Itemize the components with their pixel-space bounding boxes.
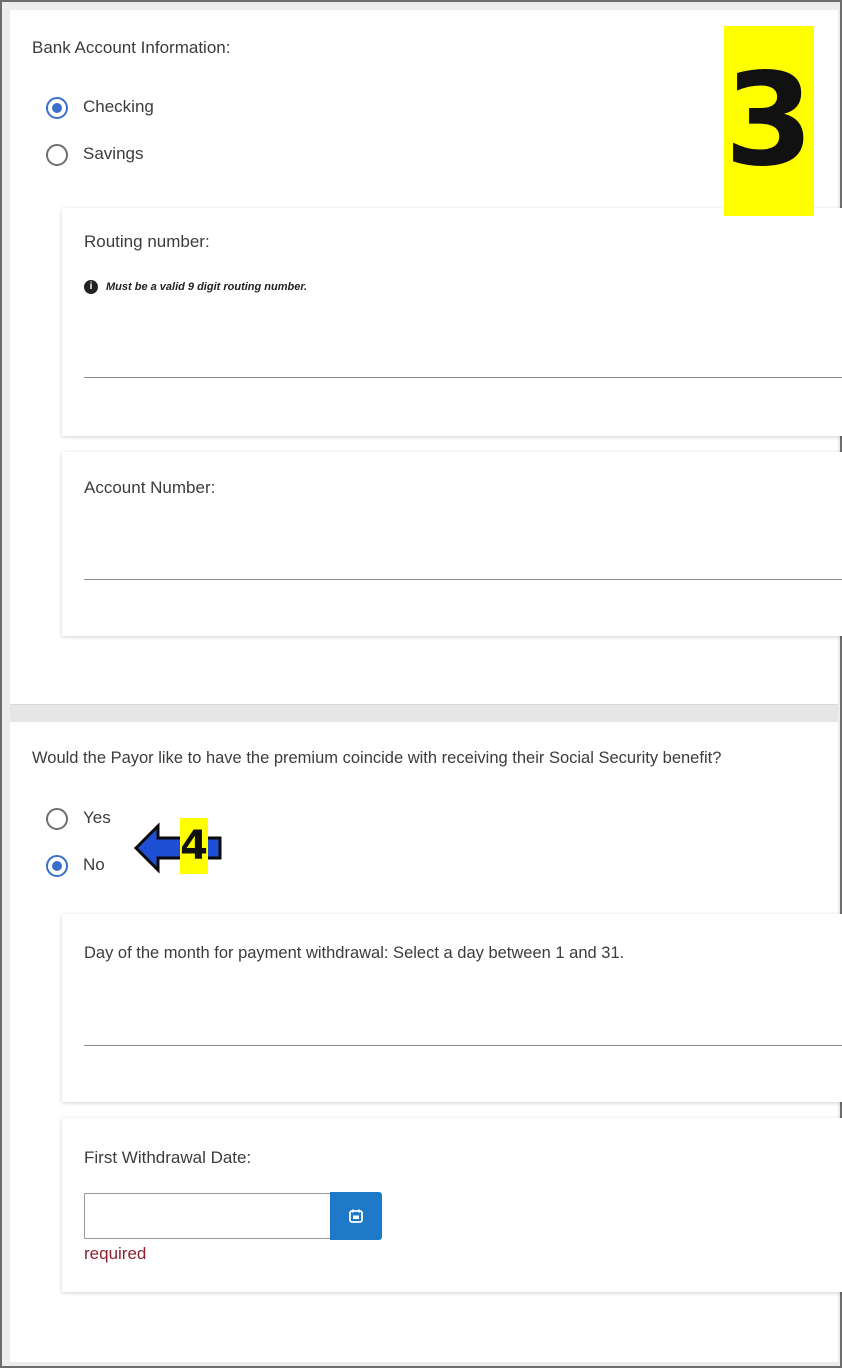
routing-number-hint: [84, 280, 307, 294]
info-icon: i: [84, 280, 98, 294]
payment-day-label: Day of the month for payment withdrawal: Select a day between 1 and 31.: [84, 944, 625, 962]
social-security-panel: [10, 722, 838, 1362]
payment-day-underline: [84, 1045, 842, 1046]
no-radio[interactable]: [46, 855, 68, 877]
bank-section-title: Bank Account Information:: [32, 38, 231, 57]
savings-radio[interactable]: [46, 144, 68, 166]
account-number-input[interactable]: [84, 522, 842, 578]
account-number-label: Account Number:: [84, 478, 216, 497]
routing-number-input[interactable]: [84, 318, 842, 376]
checking-radio[interactable]: [46, 97, 68, 119]
bank-account-panel: [10, 10, 838, 704]
ss-question: Would the Payor like to have the premium coincide with receiving their Social Security benefit?: [32, 749, 722, 767]
first-withdrawal-label: First Withdrawal Date:: [84, 1148, 252, 1167]
routing-number-label: Routing number:: [84, 232, 210, 251]
checking-label[interactable]: Checking: [83, 97, 154, 116]
yes-radio[interactable]: [46, 808, 68, 830]
section-separator: [10, 704, 838, 723]
account-number-card: [62, 452, 842, 636]
routing-number-underline: [84, 377, 842, 378]
no-label[interactable]: No: [83, 855, 105, 874]
calendar-button[interactable]: [330, 1192, 382, 1240]
required-error: required: [84, 1244, 147, 1263]
left-arrow-icon: [132, 820, 224, 876]
routing-hint-text: Must be a valid 9 digit routing number.: [106, 281, 308, 293]
yes-label[interactable]: Yes: [83, 808, 111, 827]
step-3-badge: 3: [724, 26, 814, 216]
first-withdrawal-date-input[interactable]: [84, 1193, 330, 1239]
payment-day-input[interactable]: [84, 986, 842, 1044]
payment-day-card: [62, 914, 842, 1102]
account-number-underline: [84, 579, 842, 580]
savings-label[interactable]: Savings: [83, 144, 144, 163]
step-4-badge: 4: [180, 818, 208, 874]
first-withdrawal-card: [62, 1118, 842, 1292]
calendar-icon: [348, 1208, 364, 1224]
routing-number-card: [62, 208, 842, 436]
